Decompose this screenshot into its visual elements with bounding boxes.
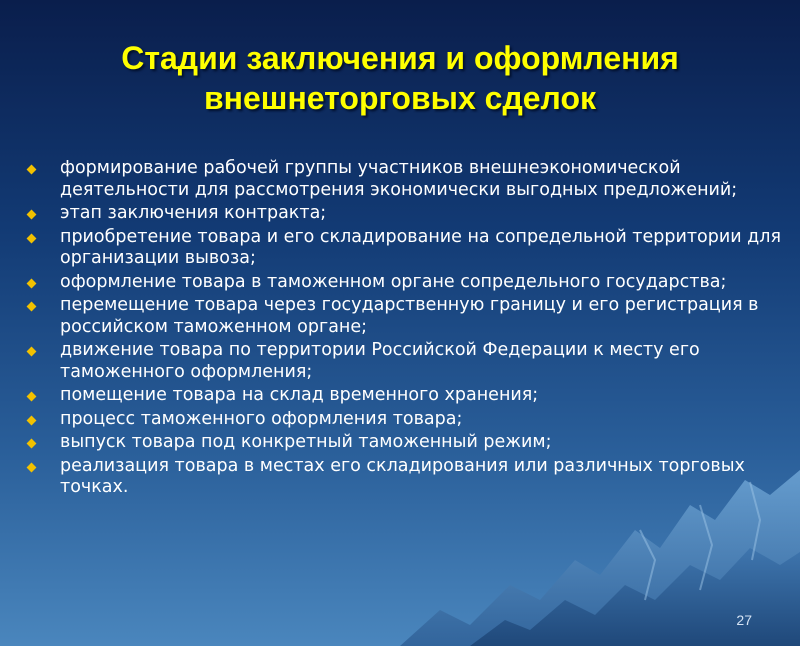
diamond-bullet-icon: [27, 439, 37, 449]
bullet-item: [24, 203, 784, 225]
diamond-bullet-icon: [27, 210, 37, 220]
bullet-text: оформление товара в таможенном органе сопредельного государства;: [60, 271, 727, 292]
bullet-text: процесс таможенного оформления товара;: [60, 408, 463, 429]
slide-title: [0, 38, 800, 118]
bullet-item: [24, 295, 784, 338]
bullet-item: [24, 158, 784, 201]
bullet-text: этап заключения контракта;: [60, 203, 327, 223]
bullet-list: [24, 158, 784, 501]
slide-title-line-2: внешнеторговых сделок: [203, 80, 597, 116]
diamond-bullet-icon: [27, 302, 37, 312]
diamond-bullet-icon: [27, 233, 37, 243]
bullet-item: [24, 432, 784, 454]
bullet-text: формирование рабочей группы участников внешнеэкономической деятельности для рассмотрения экономически выгодных предложений;: [60, 158, 738, 200]
bullet-item: [24, 456, 784, 499]
bullet-text: реализация товара в местах его складирования или различных торговых точках.: [60, 455, 745, 497]
bullet-text: помещение товара на склад временного хранения;: [60, 385, 539, 405]
diamond-bullet-icon: [27, 392, 37, 402]
bullet-item: [24, 272, 784, 294]
bullet-text: перемещение товара через государственную границу и его регистрация в российском таможенном органе;: [60, 295, 759, 337]
diamond-bullet-icon: [27, 165, 37, 175]
diamond-bullet-icon: [27, 347, 37, 357]
diamond-bullet-icon: [27, 415, 37, 425]
bullet-text: выпуск товара под конкретный таможенный режим;: [60, 432, 552, 452]
bullet-item: [24, 227, 784, 270]
bullet-item: [24, 409, 784, 431]
diamond-bullet-icon: [27, 278, 37, 288]
slide-title-line-1: Стадии заключения и оформления: [121, 40, 679, 76]
bullet-text: движение товара по территории Российской Федерации к месту его таможенного оформления;: [60, 340, 700, 382]
diamond-bullet-icon: [27, 462, 37, 472]
bullet-text: приобретение товара и его складирование на сопредельной территории для организации вывоза;: [60, 226, 781, 268]
bullet-item: [24, 385, 784, 407]
bullet-item: [24, 340, 784, 383]
slide-page-number: 27: [736, 612, 752, 628]
